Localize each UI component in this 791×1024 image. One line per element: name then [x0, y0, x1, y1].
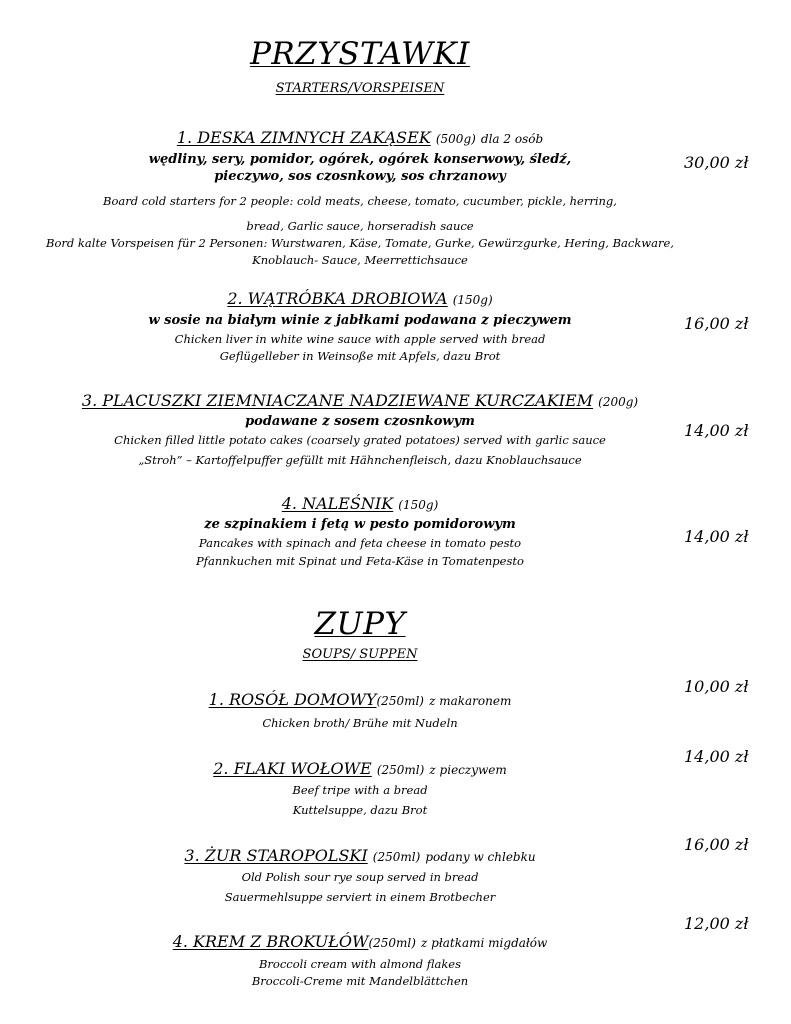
- starter-item-3-pl-line: podawane z sosem czosnkowym: [245, 414, 475, 429]
- starter-item-4-heading: [0, 494, 720, 513]
- starter-item-2-portion: (150g): [452, 293, 493, 307]
- starter-item-3-portion: (200g): [598, 395, 639, 409]
- soup-item-4-heading: [0, 932, 720, 951]
- soup-item-3-de-line: Sauermehlsuppe serviert in einem Brotbecher: [224, 890, 496, 904]
- starter-item-2-en-line: Chicken liver in white wine sauce with apple served with bread: [174, 332, 546, 346]
- starter-item-3-de-line: „Stroh” – Kartoffelpuffer gefüllt mit Hähnchenfleisch, dazu Knoblauchsauce: [138, 453, 582, 467]
- soup-item-1-suffix: z makaronem: [429, 694, 512, 708]
- starter-item-2-heading: [0, 289, 720, 308]
- soup-item-2-suffix: z pieczywem: [429, 763, 507, 777]
- starter-item-1-portion: (500g): [435, 132, 476, 146]
- soup-item-2-de-line: Kuttelsuppe, dazu Brot: [292, 803, 428, 817]
- starter-item-1-en-line: bread, Garlic sauce, horseradish sauce: [246, 219, 474, 233]
- soup-item-3-portion: (250ml): [372, 850, 421, 864]
- soup-item-2-en-line: Beef tripe with a bread: [292, 783, 428, 797]
- soups-title: ZUPY: [314, 606, 406, 642]
- starter-item-2-pl-line: w sosie na białym winie z jabłkami podawana z pieczywem: [148, 313, 572, 328]
- starter-item-2-de-line: Geflügelleber in Weinsoße mit Apfels, dazu Brot: [219, 349, 501, 363]
- starter-item-1-pl-line: wędliny, sery, pomidor, ogórek, ogórek konserwowy, śledź,: [148, 152, 572, 167]
- soup-item-4-suffix: z płatkami migdałów: [421, 936, 548, 950]
- starter-item-4-price: 14,00 zł: [684, 527, 749, 546]
- starter-item-4-portion: (150g): [398, 498, 439, 512]
- soup-item-2-portion: (250ml): [376, 763, 425, 777]
- starter-item-1-de-line: Bord kalte Vorspeisen für 2 Personen: Wurstwaren, Käse, Tomate, Gurke, Gewürzgurke, Hering, Backware,: [46, 236, 674, 250]
- starter-item-1-name: 1. DESKA ZIMNYCH ZAKĄSEK: [176, 128, 431, 147]
- soup-item-4-price: 12,00 zł: [684, 914, 749, 933]
- soup-item-4-name: 4. KREM Z BROKUŁÓW: [172, 932, 369, 951]
- soup-item-3-heading: [0, 846, 720, 865]
- soup-item-1-en-line: Chicken broth/ Brühe mit Nudeln: [262, 716, 458, 730]
- starter-item-3-heading: [0, 391, 720, 410]
- starter-item-2-name: 2. WĄTRÓBKA DROBIOWA: [227, 289, 448, 308]
- soup-item-1-heading: [0, 690, 720, 709]
- soup-item-2-heading: [0, 759, 720, 778]
- starter-item-4-pl-line: ze szpinakiem i fetą w pesto pomidorowym: [204, 517, 516, 532]
- starter-item-2-price: 16,00 zł: [684, 314, 749, 333]
- soup-item-3-price: 16,00 zł: [684, 835, 749, 854]
- starter-item-1-en-line: Board cold starters for 2 people: cold meats, cheese, tomato, cucumber, pickle, herring,: [103, 194, 617, 208]
- soup-item-2-name: 2. FLAKI WOŁOWE: [213, 759, 372, 778]
- starter-item-1-de-line: Knoblauch- Sauce, Meerrettichsauce: [252, 253, 468, 267]
- soup-item-3-en-line: Old Polish sour rye soup served in bread: [241, 870, 479, 884]
- starter-item-4-de-line: Pfannkuchen mit Spinat und Feta-Käse in Tomatenpesto: [196, 554, 524, 568]
- soup-item-4-en-line: Broccoli cream with almond flakes: [258, 957, 462, 971]
- soup-item-4-de-line: Broccoli-Creme mit Mandelblättchen: [251, 974, 469, 988]
- soup-item-1-price: 10,00 zł: [684, 677, 749, 696]
- starter-item-3-price: 14,00 zł: [684, 421, 749, 440]
- soup-item-3-suffix: podany w chlebku: [425, 850, 536, 864]
- soup-item-1-name: 1. ROSÓŁ DOMOWY: [208, 690, 377, 709]
- starter-item-3-name: 3. PLACUSZKI ZIEMNIACZANE NADZIEWANE KURCZAKIEM: [81, 391, 594, 410]
- starter-item-1-heading: [0, 128, 720, 147]
- starters-title: PRZYSTAWKI: [250, 36, 470, 72]
- starter-item-4-en-line: Pancakes with spinach and feta cheese in tomato pesto: [198, 536, 522, 550]
- soup-item-4-portion: (250ml): [368, 936, 416, 950]
- starter-item-1-suffix: dla 2 osób: [480, 132, 544, 146]
- starter-item-3-en-line: Chicken filled little potato cakes (coarsely grated potatoes) served with garlic sauce: [114, 433, 606, 447]
- soup-item-3-name: 3. ŻUR STAROPOLSKI: [184, 846, 368, 865]
- soup-item-2-price: 14,00 zł: [684, 747, 749, 766]
- starter-item-4-name: 4. NALEŚNIK: [281, 494, 394, 513]
- starter-item-1-price: 30,00 zł: [684, 153, 749, 172]
- starters-subtitle: STARTERS/VORSPEISEN: [275, 81, 445, 96]
- soup-item-1-portion: (250ml): [376, 694, 424, 708]
- soups-subtitle: SOUPS/ SUPPEN: [302, 647, 418, 662]
- starter-item-1-pl-line: pieczywo, sos czosnkowy, sos chrzanowy: [214, 169, 506, 184]
